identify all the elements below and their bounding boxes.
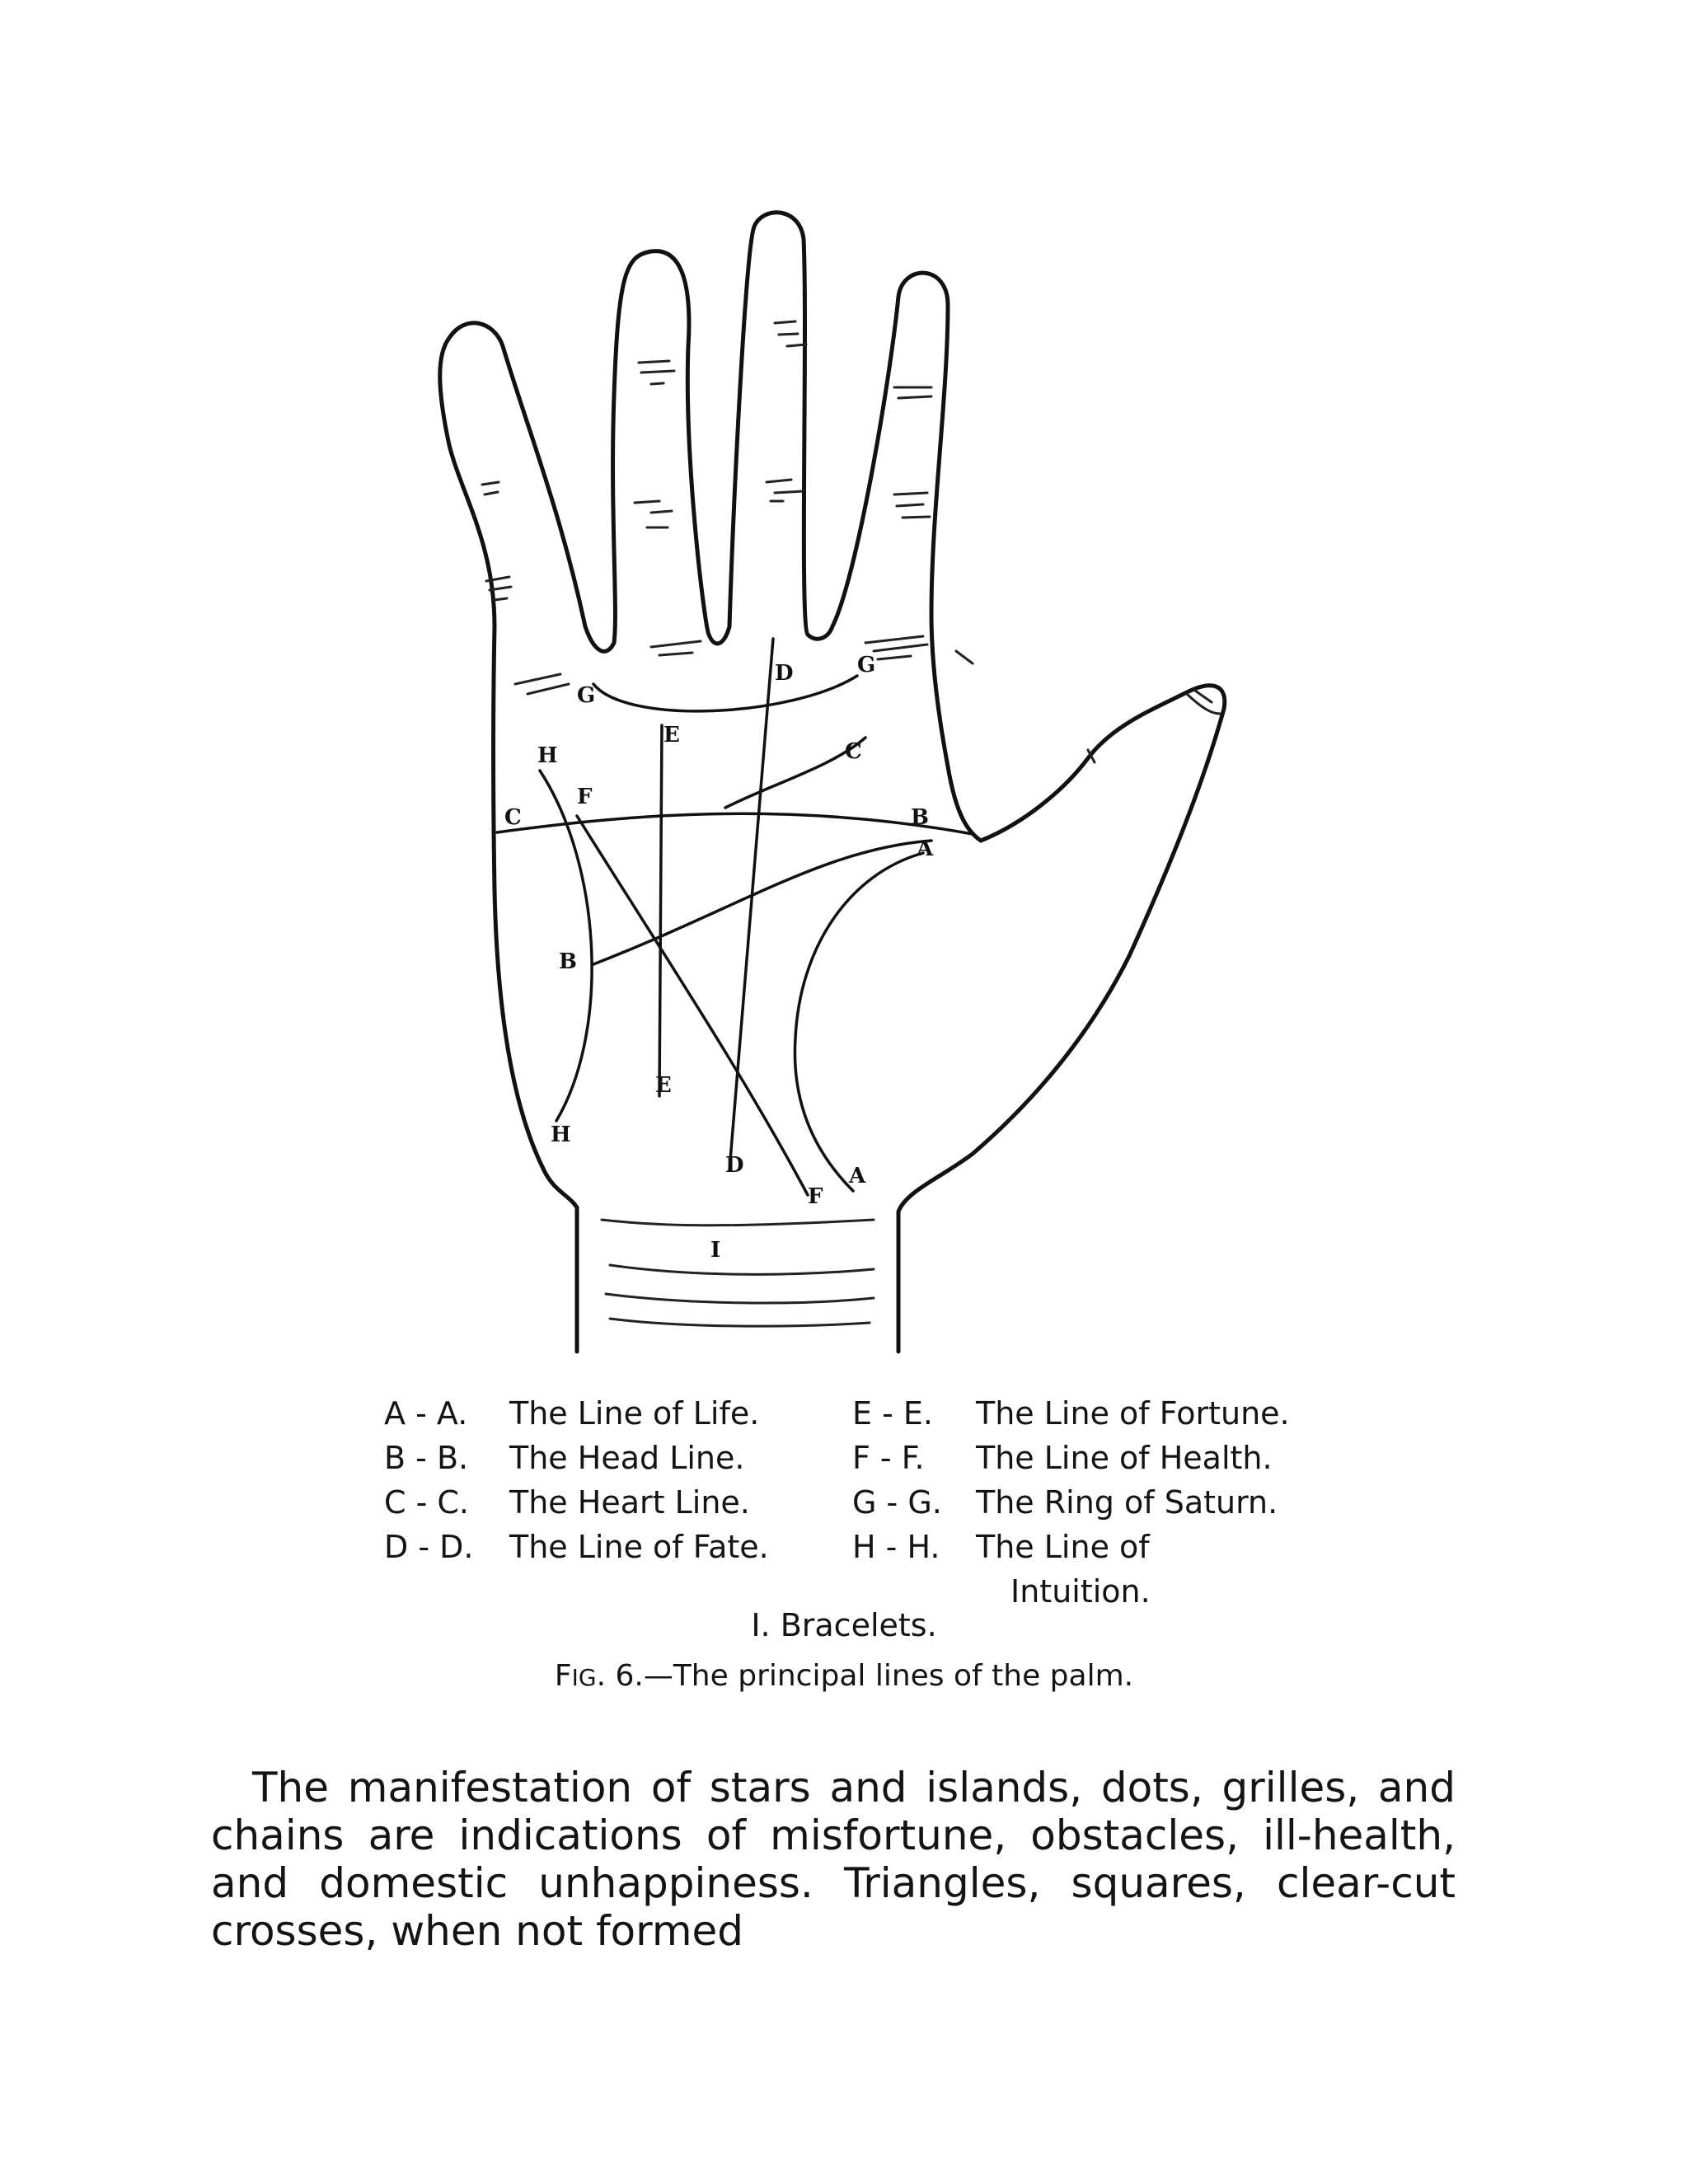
fortune-line: [659, 725, 662, 1096]
label-g: G: [577, 683, 596, 708]
label-f: F: [808, 1184, 823, 1209]
legend-desc: The Heart Line.: [509, 1484, 750, 1521]
legend-bracelets: I. Bracelets.: [751, 1607, 937, 1643]
label-e: E: [663, 723, 680, 748]
legend-key: D - D.: [384, 1529, 474, 1565]
legend-desc: The Line of Life.: [509, 1395, 760, 1432]
label-h: H: [537, 743, 558, 768]
legend-desc: The Ring of Saturn.: [976, 1484, 1278, 1521]
label-a: A: [917, 837, 934, 861]
label-g: G: [857, 653, 876, 677]
legend-desc: The Head Line.: [509, 1440, 745, 1476]
label-e: E: [655, 1073, 672, 1098]
legend-desc: The Line of: [976, 1529, 1150, 1565]
label-f: F: [577, 785, 593, 809]
label-c: C: [845, 739, 862, 764]
legend-key: A - A.: [384, 1395, 468, 1432]
caption-text: . 6.—The principal lines of the palm.: [596, 1659, 1134, 1693]
label-a: A: [849, 1164, 866, 1188]
label-i: I: [710, 1238, 721, 1263]
legend-desc-continued: Intuition.: [1010, 1573, 1151, 1610]
body-paragraph: The manifestation of stars and islands, dots, grilles, and chains are indications of misfortune, obstacles, ill-health, and domestic unhappiness. Triangles, squares, clear-cut crosses, when not formed: [211, 1764, 1456, 1955]
legend-desc: The Line of Health.: [976, 1440, 1273, 1476]
label-b: B: [559, 949, 577, 974]
head-line: [593, 841, 931, 964]
legend-key: B - B.: [384, 1440, 469, 1476]
caption-fig-smallcaps: IG: [571, 1664, 597, 1691]
label-d: D: [725, 1153, 744, 1178]
bracelets: [602, 1220, 874, 1326]
palm-lines: [497, 639, 973, 1195]
hand-outline: [440, 213, 1225, 1352]
figure-caption: [0, 1659, 1688, 1693]
life-line: [795, 853, 923, 1191]
fate-line: [729, 639, 773, 1170]
ring-of-saturn: [593, 676, 857, 711]
legend-key: C - C.: [384, 1484, 470, 1521]
legend-key: E - E.: [852, 1395, 933, 1432]
legend-key: H - H.: [852, 1529, 940, 1565]
label-h: H: [551, 1122, 571, 1147]
body-text: [211, 1764, 1456, 1955]
label-b: B: [911, 805, 929, 830]
legend-desc: The Line of Fortune.: [976, 1395, 1290, 1432]
label-d: D: [775, 661, 794, 686]
legend-desc: The Line of Fate.: [509, 1529, 769, 1565]
label-c: C: [504, 805, 522, 830]
legend-key: F - F.: [852, 1440, 925, 1476]
caption-fig-initial: F: [554, 1659, 572, 1693]
health-line: [577, 816, 808, 1195]
legend-key: G - G.: [852, 1484, 942, 1521]
legend-right: [0, 1391, 1688, 1622]
